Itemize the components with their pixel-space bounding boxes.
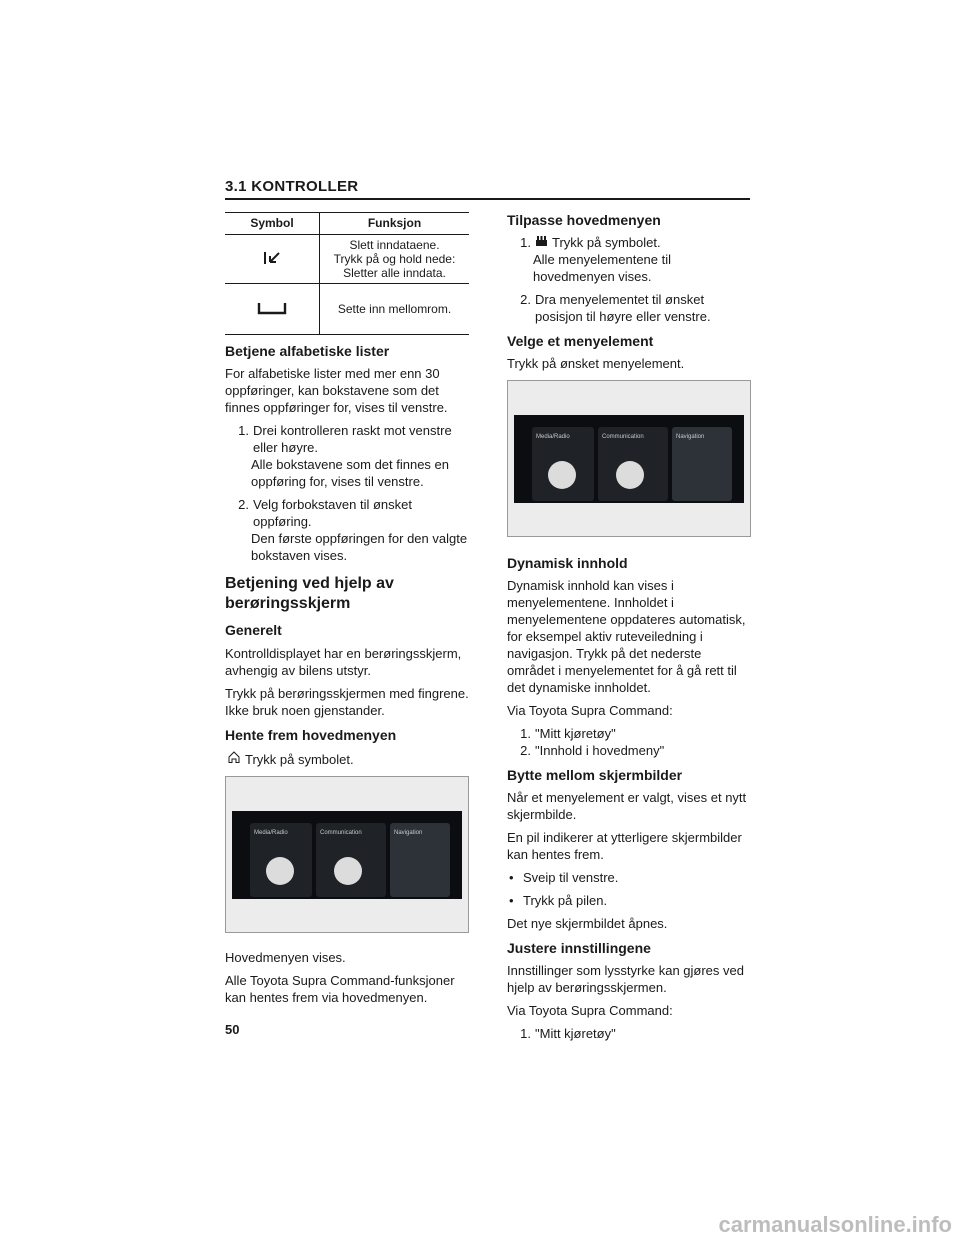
bullet-item: • Trykk på pilen. bbox=[509, 893, 608, 908]
list-item: 2. "Innhold i hovedmeny" bbox=[520, 743, 665, 758]
symbol-table bbox=[225, 212, 469, 335]
right-column bbox=[507, 212, 751, 1048]
function-delete-line3: Sletter alle inndata. bbox=[343, 266, 446, 280]
phone-icon bbox=[334, 857, 362, 885]
heading-dynamic-content: Dynamisk innhold bbox=[507, 555, 628, 571]
list-item: 1. "Mitt kjøretøy" bbox=[520, 726, 616, 741]
home-icon bbox=[227, 750, 241, 768]
watermark: carmanualsonline.info bbox=[718, 1212, 952, 1237]
heading-general: Generelt bbox=[225, 622, 282, 638]
function-delete-line1: Slett inndataene. bbox=[349, 238, 440, 252]
list-item: 2. Velg forbokstaven til ønsket oppføring. bbox=[238, 497, 412, 529]
function-delete-line2: Trykk på og hold nede: bbox=[333, 252, 456, 266]
paragraph-via-command-2: Via Toyota Supra Command: bbox=[507, 1003, 673, 1018]
tile-label: Media/Radio bbox=[536, 434, 570, 440]
list-item-result: Alle bokstavene som det finnes en oppføring for, vises til venstre. bbox=[251, 457, 450, 489]
tile-label: Communication bbox=[602, 434, 644, 440]
paragraph-switch-2: En pil indikerer at ytterligere skjermbilder kan hentes frem. bbox=[507, 830, 742, 862]
paragraph-menu-functions: Alle Toyota Supra Command-funksjoner kan hentes frem via hovedmenyen. bbox=[225, 973, 455, 1005]
menu-edit-icon bbox=[535, 234, 548, 251]
music-icon bbox=[266, 857, 294, 885]
list-item-result: Alle menyelementene til hovedmenyen vises. bbox=[533, 252, 672, 284]
tile-label: Navigation bbox=[394, 830, 423, 836]
function-space: Sette inn mellomrom. bbox=[320, 284, 470, 335]
left-column bbox=[225, 212, 469, 1012]
space-icon bbox=[225, 284, 320, 335]
paragraph-dynamic-content: Dynamisk innhold kan vises i menyelementene. Innholdet i menyelementene oppdateres automatisk, for eksempel aktiv ruteveiledning i navigasjon. Trykk på det nederste området i menyelementet for å gå rett til det dynamiske innholdet. bbox=[507, 578, 746, 695]
tile-media bbox=[532, 427, 594, 501]
paragraph-menu: Trykk på symbolet. bbox=[227, 750, 469, 768]
list-item: 1. Trykk på symbolet. bbox=[520, 235, 661, 250]
tile-navigation bbox=[390, 823, 450, 897]
paragraph-via-command-1: Via Toyota Supra Command: bbox=[507, 703, 673, 718]
table-row bbox=[225, 284, 469, 335]
paragraph-general-2: Trykk på berøringsskjermen med fingrene. Ikke bruk noen gjenstander. bbox=[225, 686, 469, 718]
list-item: 2. Dra menyelementet til ønsket posisjon til høyre eller venstre. bbox=[520, 292, 711, 324]
paragraph-alphabetic-lists: For alfabetiske lister med mer enn 30 oppføringer, kan bokstavene som det finnes oppføringer for, vises til venstre. bbox=[225, 366, 448, 415]
heading-select-item: Velge et menyelement bbox=[507, 333, 654, 349]
list-item-result: Den første oppføringen for den valgte bokstaven vises. bbox=[251, 531, 468, 563]
select-item-screenshot bbox=[507, 380, 751, 537]
heading-customize-menu: Tilpasse hovedmenyen bbox=[507, 212, 661, 228]
tile-label: Communication bbox=[320, 830, 362, 836]
heading-touchscreen: Betjening ved hjelp av berøringsskjerm bbox=[225, 575, 394, 612]
tile-label: Navigation bbox=[676, 434, 705, 440]
main-menu-screenshot bbox=[225, 776, 469, 933]
delete-icon bbox=[225, 235, 320, 284]
dynamic-steps bbox=[507, 725, 751, 759]
heading-adjust-settings: Justere innstillingene bbox=[507, 940, 651, 956]
music-icon bbox=[548, 461, 576, 489]
tile-label: Media/Radio bbox=[254, 830, 288, 836]
section-divider bbox=[225, 198, 750, 200]
customize-steps bbox=[507, 234, 751, 325]
steps-list bbox=[225, 422, 469, 564]
list-item: 1. Drei kontrolleren raskt mot venstre eller høyre. bbox=[238, 423, 452, 455]
section-title: 3.1 KONTROLLER bbox=[225, 178, 359, 195]
tile-communication bbox=[598, 427, 668, 501]
heading-switch-screens: Bytte mellom skjermbilder bbox=[507, 767, 683, 783]
tile-navigation bbox=[672, 427, 732, 501]
table-row bbox=[225, 235, 469, 284]
display-screen bbox=[514, 415, 744, 503]
display-screen bbox=[232, 811, 462, 899]
tile-media bbox=[250, 823, 312, 897]
adjust-steps bbox=[507, 1025, 751, 1042]
tile-communication bbox=[316, 823, 386, 897]
phone-icon bbox=[616, 461, 644, 489]
paragraph-switch-3: Det nye skjermbildet åpnes. bbox=[507, 916, 668, 931]
heading-main-menu: Hente frem hovedmenyen bbox=[225, 727, 397, 743]
heading-alphabetic-lists: Betjene alfabetiske lister bbox=[225, 343, 390, 359]
list-item: 1. "Mitt kjøretøy" bbox=[520, 1026, 616, 1041]
paragraph-select-item: Trykk på ønsket menyelement. bbox=[507, 356, 685, 371]
paragraph-switch-1: Når et menyelement er valgt, vises et nytt skjermbilde. bbox=[507, 790, 747, 822]
page-number: 50 bbox=[225, 1022, 240, 1037]
bullet-item: • Sveip til venstre. bbox=[509, 870, 619, 885]
paragraph-menu-shown: Hovedmenyen vises. bbox=[225, 950, 346, 965]
table-header-function: Funksjon bbox=[320, 213, 470, 235]
paragraph-general-1: Kontrolldisplayet har en berøringsskjerm, avhengig av bilens utstyr. bbox=[225, 646, 462, 678]
paragraph-adjust-settings: Innstillinger som lysstyrke kan gjøres ved hjelp av berøringsskjermen. bbox=[507, 963, 744, 995]
table-header-symbol: Symbol bbox=[225, 213, 320, 235]
